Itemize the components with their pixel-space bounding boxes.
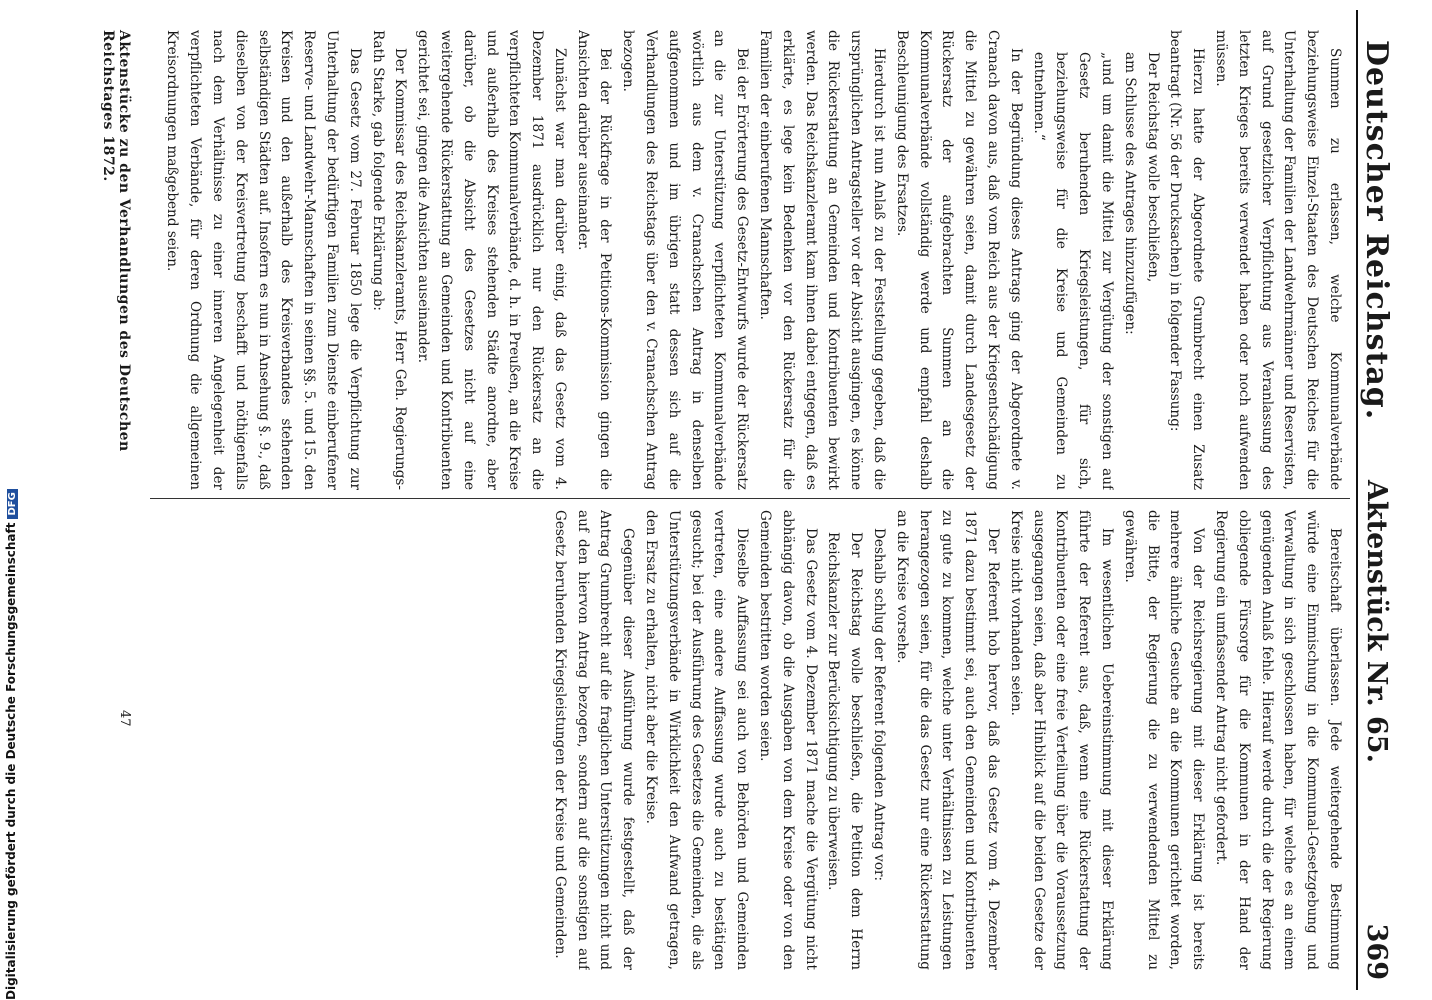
paragraph: Im wesentlichen Uebereinstimmung mit dieser Erklärung führte der Referent aus, daß, wenn eine Rückerstattung der Kontribuenten oder eine freie Verteilung über die Voraussetzung ausgegangen seien, daß aber Hinblick auf die beiden Gesetze der Kreise nicht vorhanden seien. [1007,510,1116,970]
column-divider [150,498,1350,499]
paragraph: Der Kommissar des Reichskanzleramts, Herr Geh. Regierungs-Rath Starke, gab folgende Erklärung ab: [369,30,409,490]
dfg-logo-icon: DFG [7,489,18,518]
paragraph: Von der Reichsregierung mit dieser Erklärung ist bereits mehrere ähnliche Gesuche an die Kommunen gerichtet worden, die Bitte, der Regierung die zu verwendenden Mittel zu gewähren. [1121,510,1207,970]
paragraph: Bei der Rückfrage in der Petitions-Kommission gingen die Ansichten darüber auseinander. [574,30,614,490]
quoted-amendment: „und um damit die Mittel zur Vergütung der sonstigen auf Gesetz beruhenden Kriegsleistungen, für sich, beziehungsweise für die Kreise und Gemeinden zu entnehmen.“ [1030,52,1116,490]
rotated-page-content [80,10,1400,990]
paragraph: Das Gesetz vom 27. Februar 1850 lege die Verpflichtung zur Unterhaltung der bedürftigen Familien zum Dienste einberufener Reserve- und Landwehr-Mannschaften in seinen §§. 5. und 15. den Kreisen und den außerhalb des Kreisverbandes stehenden selbständigen Städten auf. Insofern es nun in Ansehung §. 9., daß dieselben von der Kreisvertretung beschafft und nöthigenfalls nach dem Verhältnisse zu einer inneren Angelegenheit der verpflichteten Verbände, für deren Ordnung die allgemeinen Kreisordnungen maßgebend seien. [164,30,363,490]
sheet-number: 47 [117,710,132,727]
digitization-sidebar [0,0,24,1000]
paragraph: Deshalb schlug der Referent folgenden Antrag vor: [871,528,888,882]
paragraph: Der Referent hob hervor, daß das Gesetz vom 4. Dezember 1871 dazu bestimmt sei, auch den Gemeinden und Kontribuenten zu gute zu kommen, welche unter Verhältnissen zu Leistungen herangezogen seien, für die das Gesetz nur eine Rückerstattung an die Kreise vorsehe. [893,510,1002,970]
paragraph: Hierzu hatte der Abgeordnete Grumbrecht einen Zusatz beantragt (Nr. 56 der Drucksachen) in folgender Fassung: [1167,30,1207,490]
document-number: Aktenstück Nr. 65. [1361,480,1392,763]
page-header [1356,10,1400,990]
paragraph: Das Gesetz vom 4. Dezember 1871 mache die Vergütung nicht abhängig davon, ob die Ausgaben von dem Kreise oder von den Gemeinden bestritten worden seien. [757,510,819,970]
journal-title: Deutscher Reichstag. [1359,40,1394,421]
paragraph: Dieselbe Auffassung sei auch von Behörden und Gemeinden vertreten, eine andere Auffassung wurde auch zu bestätigen gesucht; bei der Ausführung des Gesetzes die Gemeinden, die als Unterstützungsverbände in Wirklichkeit den Aufwand getragen, den Ersatz zu erhalten, nicht aber die Kreise. [643,510,751,970]
paragraph: Bereitschaft überlassen. Jede weitergehende Bestimmung würde eine Einmischung in die Kommunal-Gesetzgebung und Verwaltung in sich geschlossen haben, für welche es an einem genügenden Anlaß fehle. Hierauf werde durch die der Regierung obliegende Fürsorge für die Kommunen in der Hand der Regierung ein umfassender Antrag nicht gefordert. [1213,510,1343,970]
quoted-motion: Der Reichstag wolle beschließen, die Petition dem Herrn Reichskanzler zur Berücksichtigung zu überweisen. [825,532,865,970]
paragraph: Der Reichstag wolle beschließen, [1144,52,1161,283]
paragraph: Zunächst war man darüber einig, daß das Gesetz vom 4. Dezember 1871 ausdrücklich nur den Rückersatz an die verpflichteten Kommunalverbände, d. h. in Preußen, an die Kreise und außerhalb des Kreises stehenden Städte anordne, aber darüber, ob die Absicht des Gesetzes nicht auf eine weitergehende Rückerstattung an Gemeinden und Kontribuenten gerichtet sei, gingen die Ansichten auseinander. [415,30,568,490]
digitization-credit [4,0,22,1000]
paragraph: Hierdurch ist nun Anlaß zu der Feststellung gegeben, daß die ursprünglichen Antragsteller vor der Absicht ausgingen, es könne die Rückerstattung an Gemeinden und Kontribuenten bewirkt werden. Das Reichskanzleramt kam ihnen dabei entgegen, daß es erklärte, es lege kein Bedenken vor den Rückersatz für die Familien der einberufenen Mannschaften. [757,30,888,490]
paragraph: am Schlusse des Antrages hinzuzufügen: [1121,52,1138,335]
credit-text: Digitalisierung gefördert durch die Deutsche Forschungsgemeinschaft [4,522,18,1000]
footer-note: Aktenstücke zu den Verhandlungen des Deutschen Reichstages 1872. [100,30,132,452]
page-number: 369 [1361,923,1392,980]
left-column [136,30,1346,490]
paragraph: Summen zu erlassen, welche Kommunalverbände beziehungsweise Einzel-Staaten des Deutschen Reiches für die Unterhaltung der Familien der Landwehrmänner und Reservisten, auf Grund gesetzlicher Verpflichtung aus Veranlassung des letzten Krieges bereits verwendet haben oder noch aufwenden müssen. [1213,30,1343,490]
paragraph: Bei der Erörterung des Gesetz-Entwurfs wurde der Rückersatz an die zur Unterstützung verpflichteten Kommunalverbände wörtlich aus dem v. Cranachschen Antrag in denselben aufgenommen und im übrigen statt dessen sich auf die Verhandlungen des Reichstags über den v. Cranachschen Antrag bezogen. [620,30,751,490]
right-column [136,510,1346,970]
paragraph: Gegenüber dieser Ausführung wurde festgestellt, daß der Antrag Grumbrecht auf die fraglichen Unterstützungen nicht und auf den hiervon Antrag bezogen, sondern auf die sonstigen auf Gesetz beruhenden Kriegsleistungen der Kreise und Gemeinden. [551,510,637,970]
paragraph: In der Begründung dieses Antrags ging der Abgeordnete v. Cranach davon aus, daß vom Reich aus der Kriegsentschädigung die Mittel zu gewähren seien, damit durch Landesgesetz der Rückersatz der aufgebrachten Summen an die Kommunalverbände vollständig werde und empfahl deshalb Beschleunigung des Ersatzes. [893,30,1024,490]
